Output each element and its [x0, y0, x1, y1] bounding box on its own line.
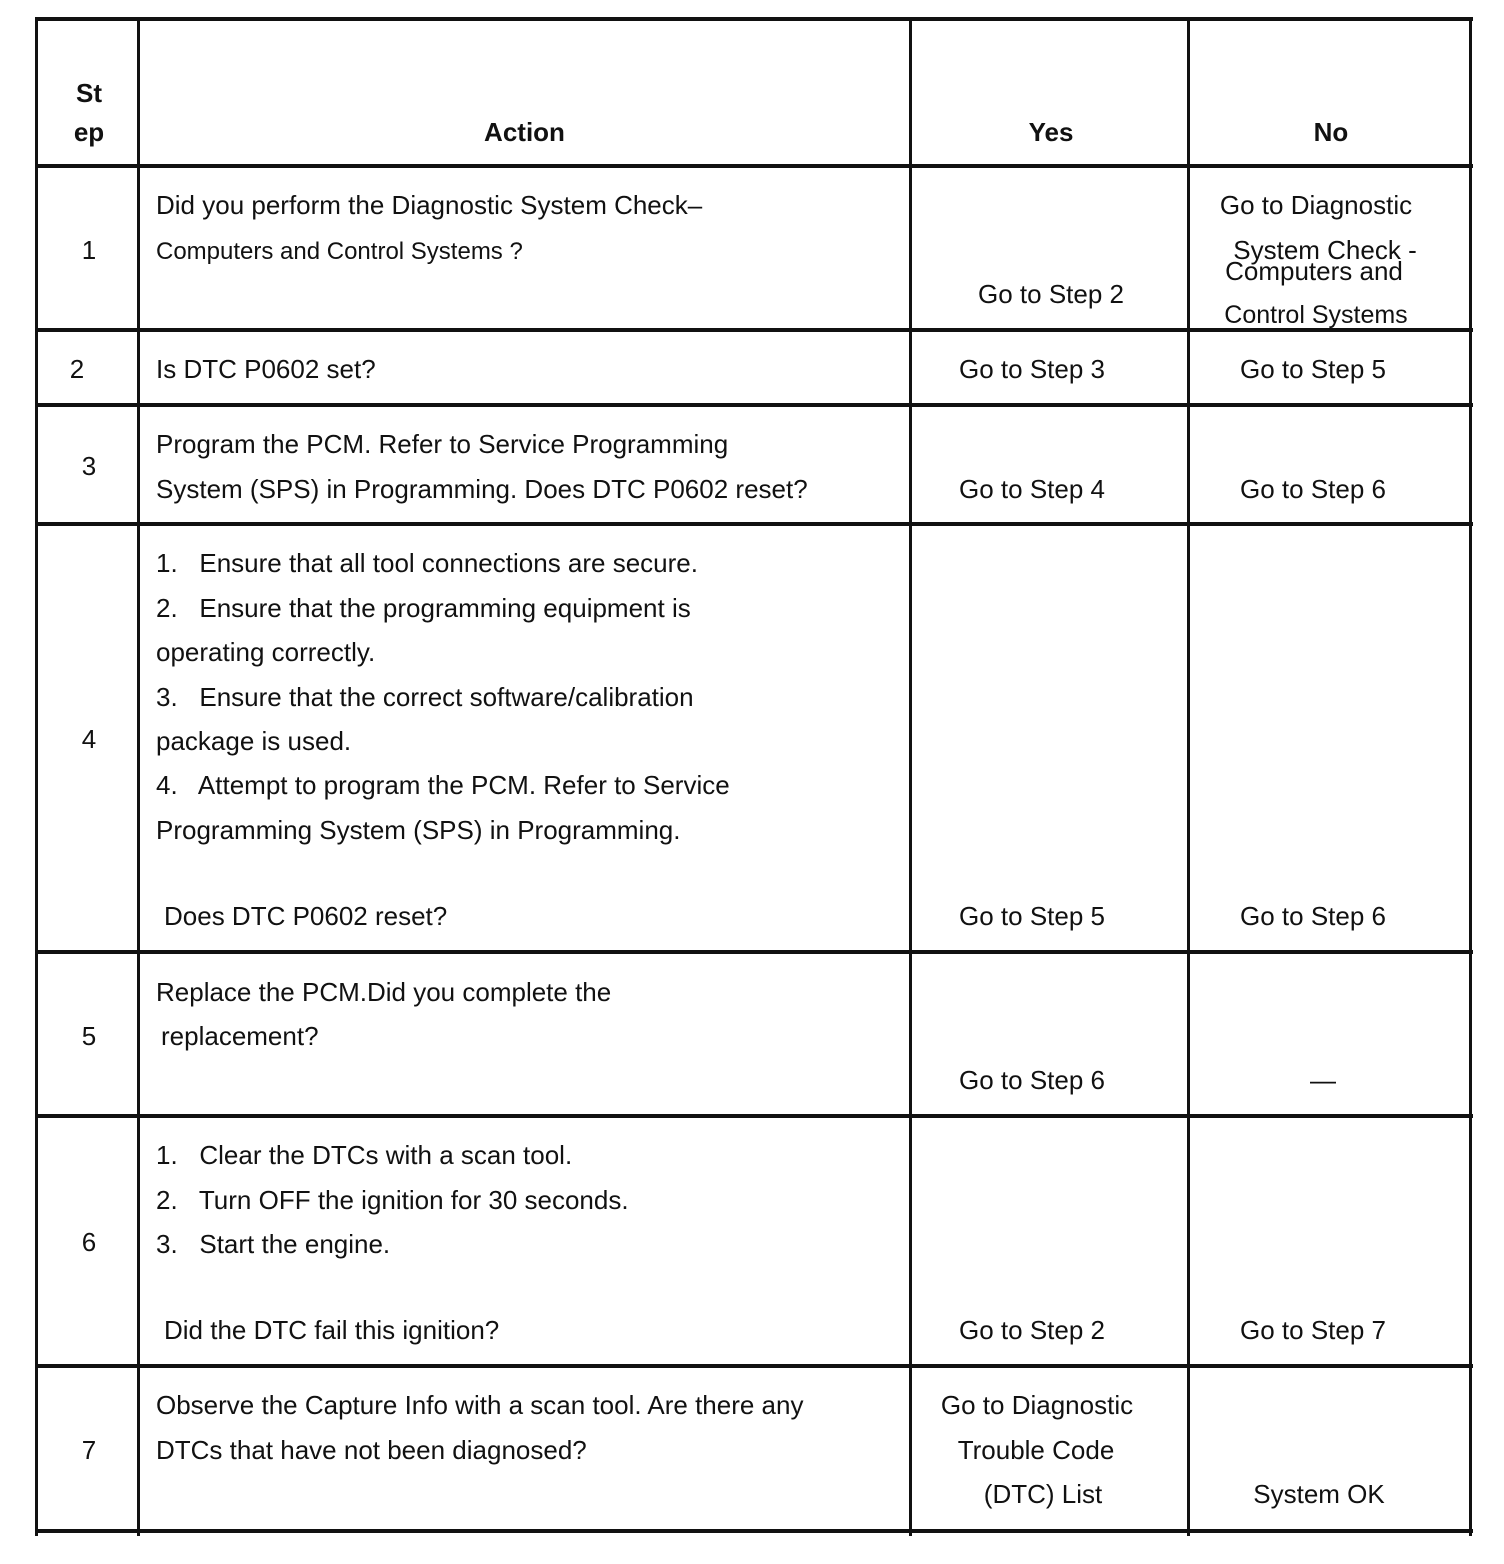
no-link[interactable]: Go to Step 7: [1240, 1315, 1386, 1345]
step-number: 7: [81, 1435, 97, 1465]
action-text: 4. Attempt to program the PCM. Refer to Service: [156, 770, 730, 800]
yes-link[interactable]: Go to Step 3: [959, 354, 1105, 384]
yes-link[interactable]: Go to Step 5: [959, 901, 1105, 931]
action-question: Did the DTC fail this ignition?: [164, 1315, 500, 1345]
column-divider: [35, 18, 38, 1536]
header-action: Action: [484, 117, 565, 147]
action-text: replacement?: [161, 1021, 319, 1051]
table-border-top: [35, 17, 1473, 21]
action-text: System (SPS) in Programming. Does DTC P0602 reset?: [156, 474, 808, 504]
step-number: 1: [81, 235, 97, 265]
row-divider: [35, 1364, 1473, 1368]
column-divider: [1469, 18, 1472, 1536]
yes-link[interactable]: Trouble Code: [957, 1435, 1115, 1465]
action-text: Program the PCM. Refer to Service Programming: [156, 429, 729, 459]
yes-link[interactable]: Go to Diagnostic: [940, 1390, 1134, 1420]
row-divider: [35, 522, 1473, 526]
step-number: 2: [69, 354, 85, 384]
row-divider: [35, 950, 1473, 954]
no-link[interactable]: Go to Step 6: [1240, 901, 1386, 931]
action-text: 2. Ensure that the programming equipment is: [156, 593, 691, 623]
row-divider: [35, 403, 1473, 407]
step-number: 4: [81, 724, 97, 754]
no-link[interactable]: Go to Step 5: [1240, 354, 1386, 384]
header-yes: Yes: [1028, 117, 1074, 147]
action-text: Did you perform the Diagnostic System Check–: [156, 190, 703, 220]
yes-link[interactable]: Go to Step 2: [959, 1315, 1105, 1345]
action-text: 2. Turn OFF the ignition for 30 seconds.: [156, 1185, 629, 1215]
no-link[interactable]: Control Systems: [1224, 301, 1408, 329]
header-step-line2: ep: [73, 117, 105, 147]
row-divider: [35, 164, 1473, 168]
no-status: System OK: [1253, 1479, 1385, 1509]
step-number: 5: [81, 1021, 97, 1051]
no-dash: —: [1310, 1065, 1336, 1095]
action-text: 1. Clear the DTCs with a scan tool.: [156, 1140, 573, 1170]
no-link[interactable]: Computers and: [1225, 256, 1403, 286]
action-question: Does DTC P0602 reset?: [164, 901, 448, 931]
header-step-line1: St: [76, 78, 102, 108]
no-link[interactable]: System Check -: [1233, 235, 1417, 265]
action-text: DTCs that have not been diagnosed?: [156, 1435, 587, 1465]
action-text: 3. Start the engine.: [156, 1229, 391, 1259]
table-border-bottom: [35, 1529, 1473, 1533]
header-no: No: [1313, 117, 1349, 147]
action-text: Programming System (SPS) in Programming.: [156, 815, 681, 845]
yes-link[interactable]: (DTC) List: [983, 1479, 1103, 1509]
action-text: operating correctly.: [156, 637, 376, 667]
no-link[interactable]: Go to Step 6: [1240, 474, 1386, 504]
row-divider: [35, 1114, 1473, 1118]
action-text: 3. Ensure that the correct software/calibration: [156, 682, 694, 712]
step-number: 6: [81, 1227, 97, 1257]
action-text: Observe the Capture Info with a scan tool. Are there any: [156, 1390, 804, 1420]
action-text: Replace the PCM.Did you complete the: [156, 977, 612, 1007]
step-number: 3: [81, 451, 97, 481]
yes-link[interactable]: Go to Step 2: [978, 279, 1124, 309]
column-divider: [909, 18, 912, 1536]
action-text: 1. Ensure that all tool connections are secure.: [156, 548, 698, 578]
action-text: Computers and Control Systems ?: [156, 238, 523, 265]
no-link[interactable]: Go to Diagnostic: [1219, 190, 1413, 220]
yes-link[interactable]: Go to Step 4: [959, 474, 1105, 504]
action-text: Is DTC P0602 set?: [156, 354, 376, 384]
action-text: package is used.: [156, 726, 352, 756]
yes-link[interactable]: Go to Step 6: [959, 1065, 1105, 1095]
